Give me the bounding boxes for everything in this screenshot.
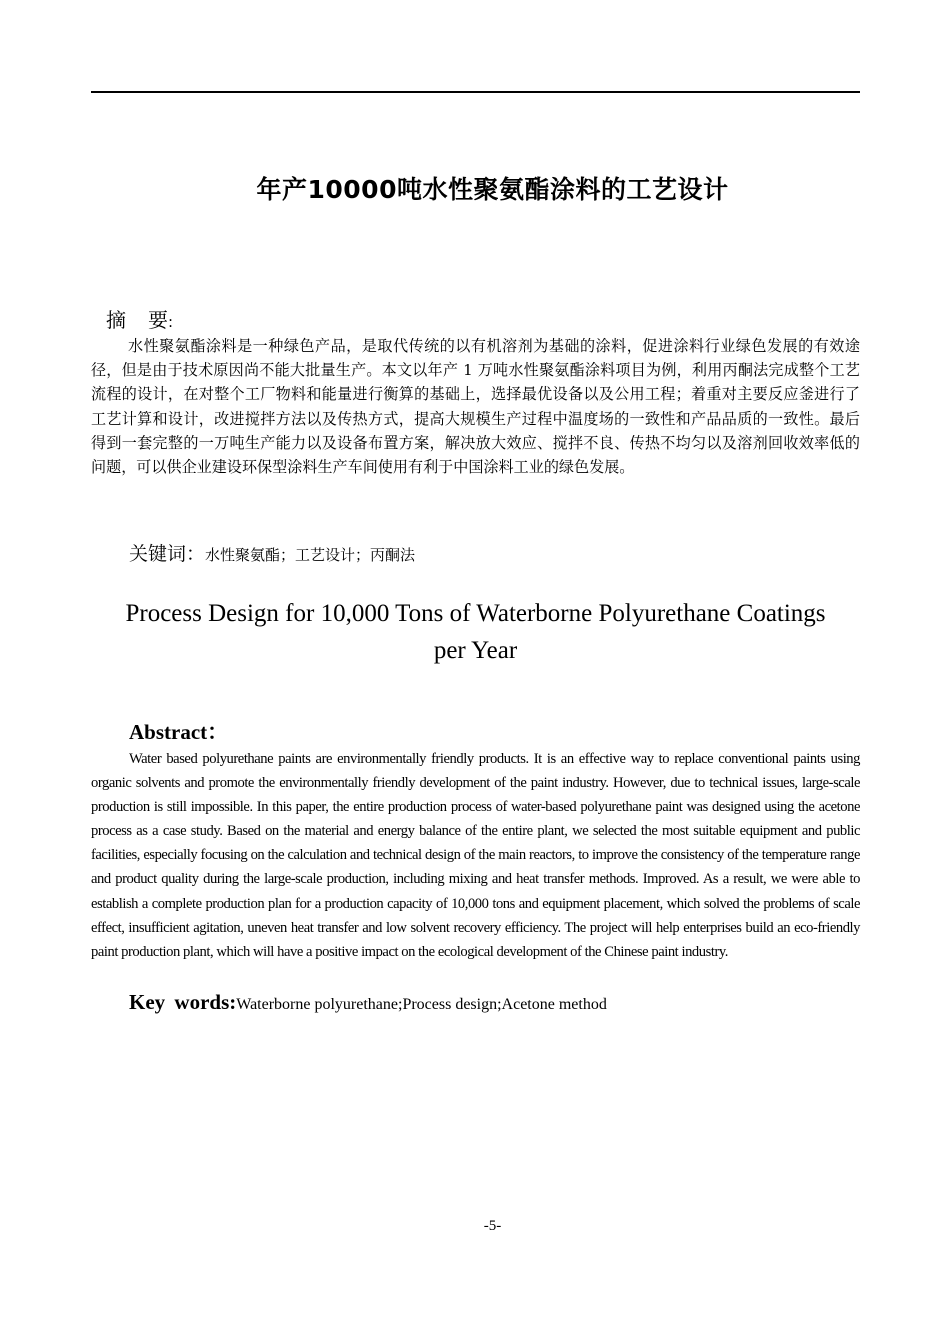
abstract-cn-body: 水性聚氨酯涂料是一种绿色产品，是取代传统的以有机溶剂为基础的涂料，促进涂料行业绿色发展的有效途径，但是由于技术原因尚不能大批量生产。本文以年产 1 万吨水性聚氨酯涂料项目为例，利用丙酮法完成整个工艺流程的设计，在对整个工厂物料和能量进行衡算的基础上，选择最优设备以及公用工程；着重对主要反应釜进行了工艺计算和设计，改进搅拌方法以及传热方式，提高大规模生产过程中温度场的一致性和产品品质的一致性。最后得到一套完整的一万吨生产能力以及设备布置方案，解决放大效应、搅拌不良、传热不均匀以及溶剂回收效率低的问题，可以供企业建设环保型涂料生产车间使用有利于中国涂料工业的绿色发展。 xyxy=(91,337,860,477)
abstract-cn-heading-part1: 摘 xyxy=(106,308,126,332)
abstract-cn-heading-colon: : xyxy=(168,313,174,331)
keywords-cn xyxy=(129,539,415,566)
page-number: -5- xyxy=(483,1218,502,1234)
abstract-en-heading: Abstract： xyxy=(129,720,229,744)
abstract-en-body: Water based polyurethane paints are environmentally friendly products. It is an effective way to replace conventional paints using organic solvents and promote the environmentally friendly development of the paint industry. However, due to technical issues, large-scale production is still impossible. In this paper, the entire production process of water-based polyurethane paint was designed using the acetone process as a case study. Based on the material and energy balance of the entire plant, we selected the most suitable equipment and public facilities, especially focusing on the calculation and technical design of the main reactors, to improve the consistency of the temperature range and product quality during the large-scale production, including mixing and heat transfer methods. Improved. As a result, we were able to establish a complete production plan for a production capacity of 10,000 tons and equipment placement, which solved the problems of scale effect, insufficient agitation, uneven heat transfer and low solvent recovery efficiency. The project will help enterprises build an eco-friendly paint production plant, which will have a positive impact on the ecological development of the Chinese paint industry. xyxy=(91,751,860,960)
keywords-cn-value: 水性聚氨酯；工艺设计；丙酮法 xyxy=(205,546,416,564)
keywords-en-label: Key words: xyxy=(129,990,237,1014)
paper-title-en xyxy=(91,595,860,669)
abstract-cn-heading xyxy=(106,304,173,333)
paper-title-en-line1: Process Design for 10,000 Tons of Waterborne Polyurethane Coatings xyxy=(125,600,826,627)
paper-title-cn: 年产10000吨水性聚氨酯涂料的工艺设计 xyxy=(256,175,729,204)
abstract-cn-heading-part2: 要 xyxy=(148,308,168,332)
header-rule xyxy=(91,91,860,93)
keywords-en-value: Waterborne polyurethane;Process design;Acetone method xyxy=(236,996,607,1013)
keywords-en xyxy=(129,990,607,1015)
keywords-cn-label: 关键词： xyxy=(129,543,206,565)
paper-title-en-line2: per Year xyxy=(433,637,518,664)
